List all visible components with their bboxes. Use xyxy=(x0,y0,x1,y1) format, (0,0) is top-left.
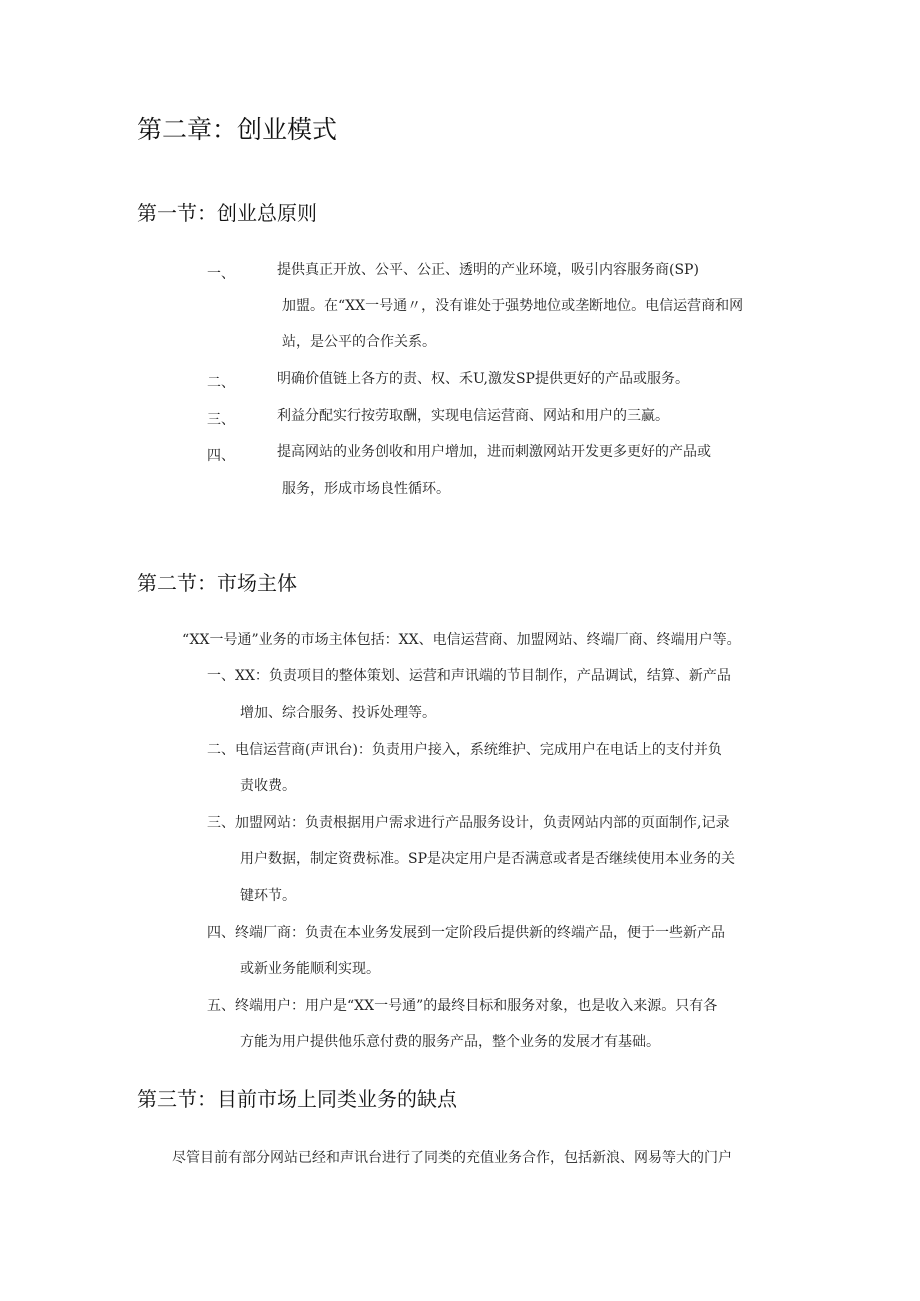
list-item-text: 提供真正开放、公平、公正、透明的产业环境，吸引内容服务商(SP) xyxy=(277,262,699,278)
list-item-number: 四、 xyxy=(207,448,235,464)
section2-intro: “XX一号通”业务的市场主体包括：XX、电信运营商、加盟网站、终端厂商、终端用户等。 xyxy=(182,632,741,648)
list-item-number: 一、 xyxy=(207,266,235,282)
chapter-title: 第二章：创业模式 xyxy=(137,115,338,144)
section3-title: 第三节：目前市场上同类业务的缺点 xyxy=(137,1087,457,1111)
section3-paragraph: 尽管目前有部分网站已经和声讯台进行了同类的充值业务合作，包括新浪、网易等大的门户 xyxy=(172,1150,732,1166)
list-item-text: 用户数据，制定资费标准。SP是决定用户是否满意或者是否继续使用本业务的关 xyxy=(240,851,736,867)
list-item-text: 方能为用户提供他乐意付费的服务产品，整个业务的发展才有基础。 xyxy=(240,1034,660,1050)
list-item-text: 站，是公平的合作关系。 xyxy=(282,334,436,350)
list-item-text: 加盟。在“XX一号通〃，没有谁处于强势地位或垄断地位。电信运营商和网 xyxy=(282,298,744,314)
list-item-text: 键环节。 xyxy=(240,888,296,904)
list-item-text: 四、终端厂商：负责在本业务发展到一定阶段后提供新的终端产品，便于一些新产品 xyxy=(207,925,725,941)
list-item-text: 五、终端用户：用户是“XX一号通”的最终目标和服务对象，也是收入来源。只有各 xyxy=(207,998,718,1014)
list-item-number: 二、 xyxy=(207,375,235,391)
list-item-text: 增加、综合服务、投诉处理等。 xyxy=(240,705,436,721)
list-item-text: 三、加盟网站：负责根据用户需求进行产品服务设计，负责网站内部的页面制作,记录 xyxy=(207,815,730,831)
list-item-text: 利益分配实行按劳取酬，实现电信运营商、网站和用户的三赢。 xyxy=(277,408,669,424)
list-item-text: 责收费。 xyxy=(240,778,296,794)
list-item-number: 三、 xyxy=(207,412,235,428)
list-item-text: 一、XX：负责项目的整体策划、运营和声讯端的节目制作，产品调试，结算、新产品 xyxy=(207,668,731,684)
section1-title: 第一节：创业总原则 xyxy=(137,201,317,225)
list-item-text: 提高网站的业务创收和用户增加，进而刺激网站开发更多更好的产品或 xyxy=(277,444,711,460)
list-item-text: 二、电信运营商(声讯台)：负责用户接入，系统维护、完成用户在电话上的支付并负 xyxy=(207,742,722,758)
list-item-text: 服务，形成市场良性循环。 xyxy=(282,481,450,497)
list-item-text: 明确价值链上各方的责、权、禾U,激发SP提供更好的产品或服务。 xyxy=(277,371,689,387)
section2-title: 第二节：市场主体 xyxy=(137,571,297,595)
list-item-text: 或新业务能顺利实现。 xyxy=(240,961,380,977)
